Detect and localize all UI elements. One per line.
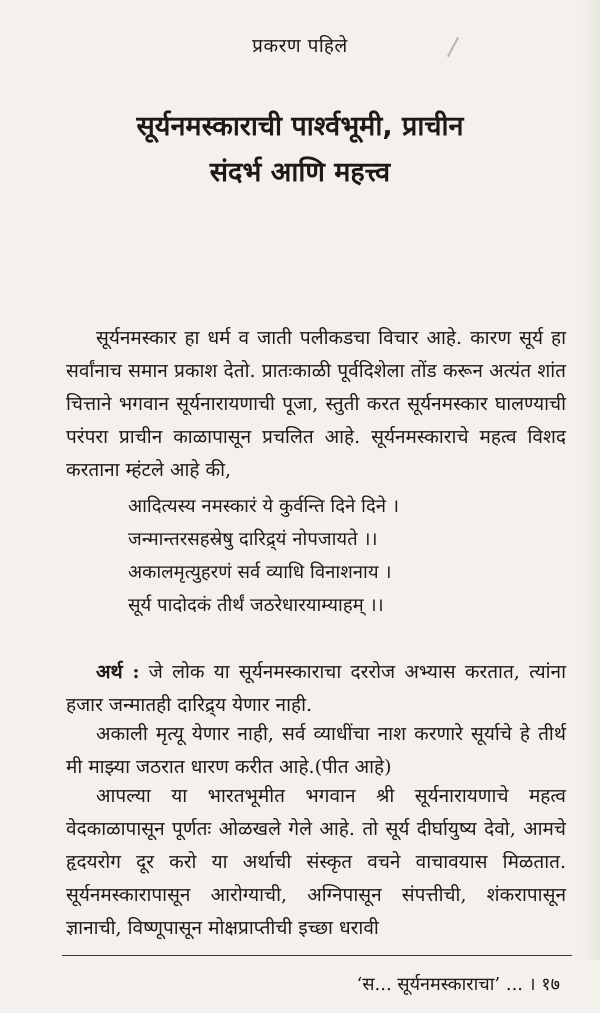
- verse-line-3: अकालमृत्युहरणं सर्व व्याधि विनाशनाय ।: [128, 562, 392, 583]
- chapter-label: प्रकरण पहिले: [252, 35, 348, 57]
- running-footer: ‘स... सूर्यनमस्काराचा’ ... । १७: [356, 974, 560, 995]
- chapter-title-line-2: संदर्भ आणि महत्त्व: [209, 157, 391, 188]
- paragraph-explanation-text: अकाली मृत्यू येणार नाही, सर्व व्याधींचा नाश करणारे सूर्याचे हे तीर्थ मी माझ्या जठरात धारण करीत आहे.(पीत आहे): [66, 723, 566, 778]
- paragraph-meaning: [66, 656, 566, 722]
- paragraph-explanation: [66, 718, 566, 784]
- paragraph-vedic-importance-text: आपल्या या भारतभूमीत भगवान श्री सूर्यनारायणाचे महत्व वेदकाळापासून पूर्णतः ओळखले गेले आहे. तो सूर्य दीर्घायुष्य देवो, आमचे हृदयरोग दूर करो या अर्थाची संस्कृत वचने वाचावयास मिळतात. सूर्यनमस्कारापासून आरोग्याची, अग्निपासून संपत्तीची, शंकरापासून ज्ञानाची, विष्णूपासून मोक्षप्राप्तीची इच्छा धरावी: [66, 785, 566, 939]
- verse-line-2: जन्मान्तरसहस्रेषु दारिद्र्यं नोपजायते ।।: [128, 529, 378, 550]
- sanskrit-verse: [128, 490, 568, 622]
- paragraph-intro: [66, 322, 566, 487]
- footer-divider: [62, 955, 572, 956]
- meaning-text: जे लोक या सूर्यनमस्काराचा दररोज अभ्यास करतात, त्यांना हजार जन्मातही दारिद्र्य येणार नाही.: [66, 661, 566, 716]
- paragraph-vedic-importance: [66, 780, 566, 945]
- verse-line-1: आदित्यस्य नमस्कारं ये कुर्वन्ति दिने दिने ।: [128, 496, 399, 517]
- verse-line-4: सूर्य पादोदकं तीर्थं जठरेधारयाम्याहम् ।।: [128, 595, 384, 616]
- paragraph-intro-text: सूर्यनमस्कार हा धर्म व जाती पलीकडचा विचार आहे. कारण सूर्य हा सर्वांनाच समान प्रकाश देतो. प्रातःकाळी पूर्वदिशेला तोंड करून अत्यंत शांत चित्ताने भगवान सूर्यनारायणाची पूजा, स्तुती करत सूर्यनमस्कार घालण्याची परंपरा प्राचीन काळापासून प्रचलित आहे. सूर्यनमस्काराचे महत्व विशद करताना म्हंटले आहे की,: [66, 327, 566, 481]
- chapter-title: [0, 104, 600, 196]
- chapter-title-line-1: सूर्यनमस्काराची पार्श्वभूमी, प्राचीन: [136, 111, 464, 142]
- meaning-label: अर्थ :: [96, 661, 140, 683]
